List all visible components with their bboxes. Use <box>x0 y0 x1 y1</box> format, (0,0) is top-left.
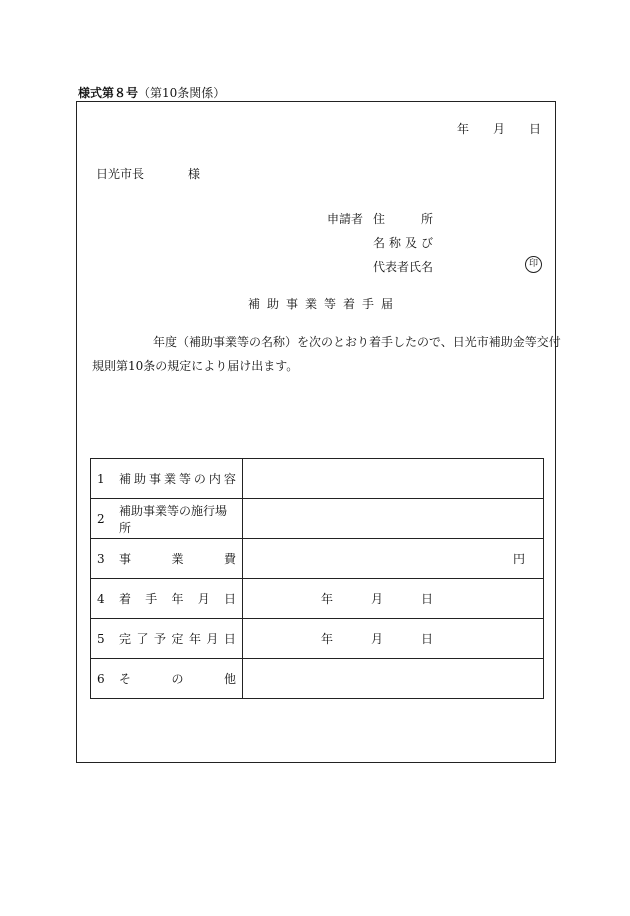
doc-title-1: 補 <box>248 297 261 311</box>
body-line-2: 規則第10条の規定により届け出ます。 <box>92 359 299 373</box>
table-row <box>91 659 544 699</box>
doc-title-8: 届 <box>381 297 394 311</box>
body-line-1: 年度（補助事業等の名称）を次のとおり着手したので、日光市補助金等交付 <box>153 335 561 349</box>
form-relation: （第10条関係） <box>138 86 226 100</box>
row-label: 事 業 費 <box>119 552 236 566</box>
row-label: 補 助 事 業 等 の 内 容 <box>119 472 236 486</box>
ymd-year: 年 <box>321 592 334 606</box>
date-day: 日 <box>529 122 542 136</box>
location-cell[interactable] <box>243 499 544 539</box>
table-row <box>91 539 544 579</box>
table-row <box>91 459 544 499</box>
date-month: 月 <box>493 122 506 136</box>
table-row <box>91 619 544 659</box>
row-label: 補助事業等の施行場所 <box>119 503 228 535</box>
ymd-day: 日 <box>421 592 434 606</box>
recipient-name: 日光市長 <box>96 167 145 181</box>
doc-title-2: 助 <box>267 297 280 311</box>
row-number: 4 <box>97 591 105 606</box>
date-year: 年 <box>457 122 470 136</box>
row-label: 完 了 予 定 年 月 日 <box>119 632 236 646</box>
applicant-address-1: 住 <box>373 212 386 226</box>
completion-date-cell[interactable] <box>243 619 544 659</box>
table-row <box>91 499 544 539</box>
applicant-address-2: 所 <box>421 212 434 226</box>
ymd-month: 月 <box>371 592 384 606</box>
ymd-year: 年 <box>321 632 334 646</box>
row-number: 6 <box>97 671 105 686</box>
doc-title-3: 事 <box>286 297 299 311</box>
applicant-label: 申請者 <box>327 212 364 226</box>
table-row <box>91 579 544 619</box>
doc-title-7: 手 <box>362 297 375 311</box>
form-number: 様式第８号（第10条関係） <box>78 86 226 100</box>
applicant-name-2: 称 <box>389 236 402 250</box>
row-label: そ の 他 <box>119 672 236 686</box>
ymd-day: 日 <box>421 632 434 646</box>
row-number: 3 <box>97 551 105 566</box>
recipient-honorific: 様 <box>188 167 201 181</box>
yen-unit: 円 <box>512 552 525 566</box>
doc-title-6: 着 <box>343 297 356 311</box>
ymd-month: 月 <box>371 632 384 646</box>
seal-mark: 印 <box>525 256 542 273</box>
row-number: 1 <box>97 471 105 486</box>
doc-title-4: 業 <box>305 297 318 311</box>
start-date-cell[interactable] <box>243 579 544 619</box>
row-number: 5 <box>97 631 105 646</box>
applicant-name-4: び <box>421 236 434 250</box>
row-label: 着 手 年 月 日 <box>119 592 236 606</box>
row-number: 2 <box>97 511 105 526</box>
applicant-name-3: 及 <box>405 236 418 250</box>
applicant-representative: 代表者氏名 <box>373 260 434 274</box>
applicant-name-1: 名 <box>373 236 386 250</box>
doc-title-5: 等 <box>324 297 337 311</box>
other-cell[interactable] <box>243 659 544 699</box>
items-table <box>90 458 544 699</box>
content-cell[interactable] <box>243 459 544 499</box>
cost-cell[interactable] <box>243 539 544 579</box>
